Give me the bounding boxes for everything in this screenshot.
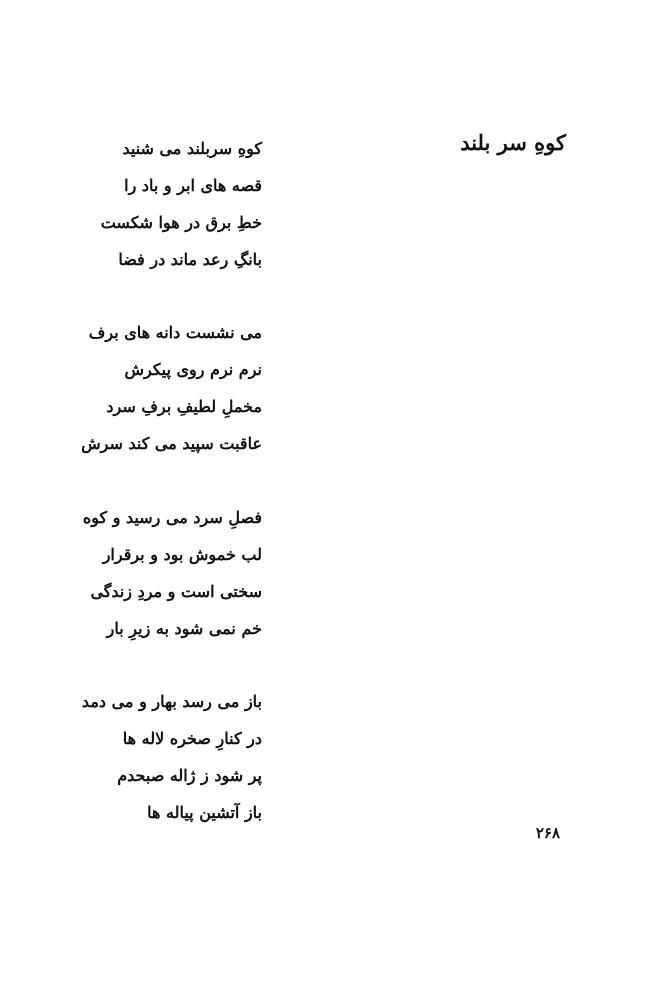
stanza-4 bbox=[62, 683, 262, 831]
verse-line: بانگِ رعد ماند در فضا bbox=[118, 250, 262, 269]
verse-line: سختی است و مردِ زندگی bbox=[90, 582, 262, 601]
verse-line: فصلِ سرد می رسید و کوه bbox=[82, 508, 262, 527]
verse-line: لب خموش بود و برقرار bbox=[102, 545, 262, 564]
verse-line: باز می رسد بهار و می دمد bbox=[81, 692, 262, 711]
poem-title: کوهِ سر بلند bbox=[460, 130, 566, 155]
verse-line: کوهِ سربلند می شنید bbox=[122, 139, 262, 158]
stanza-3 bbox=[62, 499, 262, 647]
verse-line: در کنارِ صخره لاله ها bbox=[122, 729, 262, 748]
verse-line: پر شود ز ژاله صبحدم bbox=[117, 766, 262, 785]
stanza-2 bbox=[62, 314, 262, 462]
verse-line: عاقبت سپید می کند سرش bbox=[81, 434, 262, 453]
verse-line: نرم نرم روی پیکرش bbox=[124, 360, 262, 379]
stanza-1 bbox=[62, 130, 262, 278]
verse-line: قصه های ابر و باد را bbox=[124, 176, 262, 195]
verse-line: خطِ برق در هوا شکست bbox=[100, 213, 262, 232]
page-number: ۲۶۸ bbox=[535, 824, 560, 842]
verse-line: خم نمی شود به زیرِ بار bbox=[106, 619, 262, 638]
verse-line: می نشست دانه های برف bbox=[88, 323, 262, 342]
verse-line: باز آتشین پیاله ها bbox=[147, 803, 262, 822]
verse-line: مخملِ لطیفِ برفِ سرد bbox=[106, 397, 262, 416]
